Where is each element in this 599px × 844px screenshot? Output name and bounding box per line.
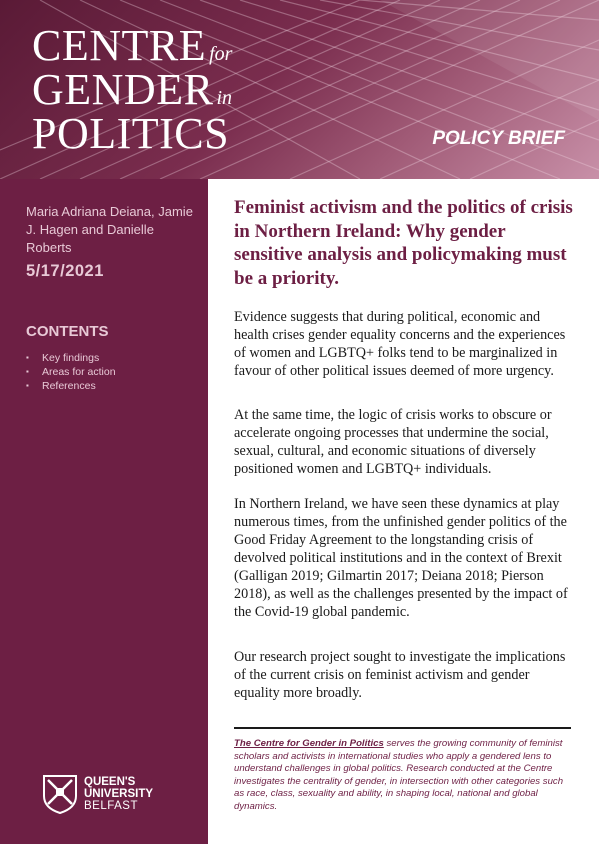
- paragraph-2: At the same time, the logic of crisis works to obscure or accelerate ongoing processes that undermine the social, sexual, cultural, and economic situations of diversely positioned women and LGBTQ+ individuals.: [234, 407, 552, 477]
- contents-heading: CONTENTS: [26, 323, 109, 340]
- paragraph-4: Our research project sought to investigate the implications of the current crisis on feminist activism and gender equality more broadly.: [234, 649, 566, 701]
- contents-item-areas-for-action[interactable]: ▪ Areas for action: [26, 365, 116, 379]
- university-name: QUEEN'S UNIVERSITY BELFAST: [84, 776, 154, 812]
- header-banner: [0, 0, 599, 179]
- logo-politics: POLITICS: [32, 109, 230, 158]
- paragraph-3: In Northern Ireland, we have seen these dynamics at play numerous times, from the unfinished gender politics of the Good Friday Agreement to the longstanding crisis of devolved political institutions and in the context of Brexit (Galligan 2019; Gilmartin 2017; Deiana 2018; Pierson 2018), as well as the challenges presented by the impact of the Covid-19 global pandemic.: [234, 496, 568, 620]
- centre-description: The Centre for Gender in Politics serves the growing community of feminist scholars and activists in international studies who apply a gendered lens to understand challenges in global politics. Research conducted at the Centre investigates the centrality of gender, in intersection with other categories such as race, class, sexuality and ability, in shaping local, national and global dynamics.: [234, 738, 564, 812]
- university-crest-icon: [42, 774, 78, 814]
- sidebar: [0, 179, 208, 844]
- logo-gender: GENDER in: [32, 65, 232, 114]
- centre-link[interactable]: The Centre for Gender in Politics: [234, 738, 384, 749]
- contents-item-key-findings[interactable]: ▪ Key findings: [26, 351, 116, 365]
- brief-title: Feminist activism and the politics of crisis in Northern Ireland: Why gender sensitive analysis and policymaking must be a priority.: [234, 197, 573, 289]
- contents-list: [26, 351, 116, 393]
- divider: [234, 727, 571, 729]
- contents-item-references[interactable]: ▪ References: [26, 379, 116, 393]
- publication-date: 5/17/2021: [26, 262, 104, 280]
- logo-centre: CENTRE for: [32, 21, 233, 70]
- main-content: [234, 196, 574, 701]
- policy-brief-label: POLICY BRIEF: [432, 128, 565, 149]
- authors: Maria Adriana Deiana, Jamie J. Hagen and Danielle Roberts: [26, 204, 193, 255]
- paragraph-1: Evidence suggests that during political, economic and health crises gender equality concerns and the experiences of women and LGBTQ+ folks tend to be marginalized in favour of other political issues deemed of more urgency.: [234, 309, 566, 379]
